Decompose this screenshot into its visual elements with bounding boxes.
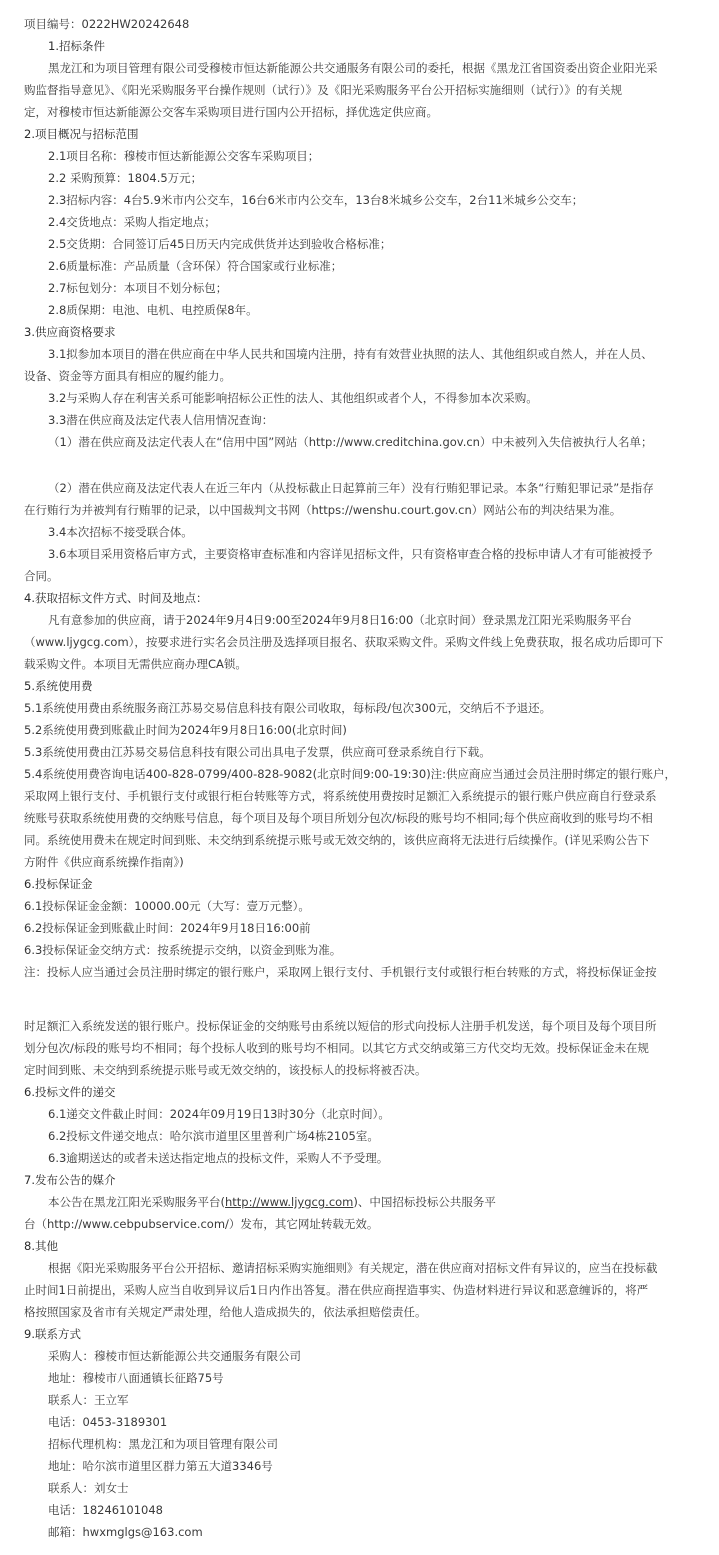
paragraph-line: 格按照国家及省市有关规定严肃处理，给他人造成损失的，依法承担赔偿责任。 xyxy=(24,1305,427,1319)
section-heading: 6.投标保证金 xyxy=(24,877,93,891)
contact-line: 联系人：刘女士 xyxy=(48,1481,129,1495)
paragraph-line: 定，对穆棱市恒达新能源公交客车采购项目进行国内公开招标，择优选定供应商。 xyxy=(24,105,438,119)
paragraph-line: 3.2与采购人存在利害关系可能影响招标公正性的法人、其他组织或者个人，不得参加本次采购。 xyxy=(48,391,538,405)
paragraph-line: 黑龙江和为项目管理有限公司受穆棱市恒达新能源公共交通服务有限公司的委托，根据《黑龙江省国资委出资企业阳光采 xyxy=(48,61,658,75)
paragraph-line: 载采购文件。本项目无需供应商办理CA锁。 xyxy=(24,657,247,671)
paragraph-line: 购监督指导意见》、《阳光采购服务平台操作规则（试行）》及《阳光采购服务平台公开招标实施细则（试行）》的有关规 xyxy=(24,83,622,97)
list-item: 6.2投标文件递交地点：哈尔滨市道里区里普利广场4栋2105室。 xyxy=(48,1129,379,1143)
list-item: 2.8质保期：电池、电机、电控质保8年。 xyxy=(48,303,258,317)
contact-line: 电话：18246101048 xyxy=(48,1503,163,1517)
paragraph-line: 划分包次/标段的账号均不相同；每个投标人收到的账号均不相同。以其它方式交纳或第三方代交均无效。投标保证金未在规 xyxy=(24,1041,649,1055)
paragraph-line: 3.1拟参加本项目的潜在供应商在中华人民共和国境内注册，持有有效营业执照的法人、其他组织或自然人，并在人员、 xyxy=(48,347,653,361)
paragraph-line: 3.4本次招标不接受联合体。 xyxy=(48,525,193,539)
section-heading: 6.投标文件的递交 xyxy=(24,1085,116,1099)
list-item: 2.7标包划分：本项目不划分标包； xyxy=(48,281,228,295)
list-item: 2.2 采购预算：1804.5万元； xyxy=(48,171,203,185)
section-heading: 8.其他 xyxy=(24,1239,58,1253)
paragraph-line: 根据《阳光采购服务平台公开招标、邀请招标采购实施细则》有关规定，潜在供应商对招标文件有异议的，应当在投标截 xyxy=(48,1261,658,1275)
contact-line: 地址：哈尔滨市道里区群力第五大道3346号 xyxy=(48,1459,273,1473)
contact-line: 电话：0453-3189301 xyxy=(48,1415,168,1429)
paragraph-line: 采取网上银行支付、手机银行支付或银行柜台转账等方式，将系统使用费按时足额汇入系统提示的银行账户供应商自行登录系 xyxy=(24,789,657,803)
text-segment: )、中国招标投标公共服务平 xyxy=(353,1195,496,1209)
contact-line: 地址：穆棱市八面通镇长征路75号 xyxy=(48,1371,224,1385)
list-item: 2.4交货地点：采购人指定地点； xyxy=(48,215,216,229)
contact-line: 采购人：穆棱市恒达新能源公共交通服务有限公司 xyxy=(48,1349,301,1363)
paragraph-line: 设备、资金等方面具有相应的履约能力。 xyxy=(24,369,231,383)
paragraph-line: 5.2系统使用费到账截止时间为2024年9月8日16:00(北京时间) xyxy=(24,723,347,737)
paragraph-line: （www.ljygcg.com），按要求进行实名会员注册及选择项目报名、获取采购文件。采购文件线上免费获取，报名成功后即可下 xyxy=(24,635,664,649)
paragraph-line: 3.3潜在供应商及法定代表人信用情况查询： xyxy=(48,413,274,427)
contact-line: 招标代理机构：黑龙江和为项目管理有限公司 xyxy=(48,1437,278,1451)
project-number: 项目编号：0222HW20242648 xyxy=(24,17,190,31)
ljygcg-link[interactable]: http://www.ljygcg.com xyxy=(225,1195,354,1209)
contact-email: 邮箱：hwxmglgs@163.com xyxy=(48,1525,203,1539)
list-item: 6.1递交文件截止时间：2024年09月19日13时30分（北京时间）。 xyxy=(48,1107,390,1121)
contact-line: 联系人：王立军 xyxy=(48,1393,129,1407)
paragraph-line: （2）潜在供应商及法定代表人在近三年内（从投标截止日起算前三年）没有行贿犯罪记录。本条“行贿犯罪记录”是指存 xyxy=(48,481,654,495)
section-heading: 7.发布公告的媒介 xyxy=(24,1173,116,1187)
paragraph-line: 台（http://www.cebpubservice.com/）发布，其它网址转载无效。 xyxy=(24,1217,379,1231)
section-heading: 1.招标条件 xyxy=(48,39,105,53)
paragraph-line: 合同。 xyxy=(24,569,59,583)
paragraph-line: 同。系统使用费未在规定时间到账、未交纳到系统提示账号或无效交纳的，该供应商将无法进行后续操作。(详见采购公告下 xyxy=(24,833,650,847)
list-item: 2.1项目名称：穆棱市恒达新能源公交客车采购项目； xyxy=(48,149,320,163)
section-heading: 9.联系方式 xyxy=(24,1327,81,1341)
paragraph-line: 定时间到账、未交纳到系统提示账号或无效交纳的，该投标人的投标将被否决。 xyxy=(24,1063,427,1077)
section-heading: 4.获取招标文件方式、时间及地点： xyxy=(24,591,208,605)
text-segment: 本公告在黑龙江阳光采购服务平台( xyxy=(48,1195,225,1209)
paragraph-line: 时足额汇入系统发送的银行账户。投标保证金的交纳账号由系统以短信的形式向投标人注册手机发送，每个项目及每个项目所 xyxy=(24,1019,657,1033)
paragraph-line: 5.3系统使用费由江苏易交易信息科技有限公司出具电子发票，供应商可登录系统自行下载。 xyxy=(24,745,491,759)
list-item: 2.5交货期：合同签订后45日历天内完成供货并达到验收合格标准； xyxy=(48,237,392,251)
paragraph-line: 5.4系统使用费咨询电话400-828-0799/400-828-9082(北京时间9:00-19:30)注:供应商应当通过会员注册时绑定的银行账户， xyxy=(24,767,677,781)
paragraph-line: 凡有意参加的供应商，请于2024年9月4日9:00至2024年9月8日16:00（北京时间）登录黑龙江阳光采购服务平台 xyxy=(48,613,632,627)
paragraph-line: 6.3投标保证金交纳方式：按系统提示交纳，以资金到账为准。 xyxy=(24,943,342,957)
paragraph-line: 注：投标人应当通过会员注册时绑定的银行账户，采取网上银行支付、手机银行支付或银行柜台转账的方式，将投标保证金按 xyxy=(24,965,657,979)
paragraph-line: 6.1投标保证金金额：10000.00元（大写：壹万元整）。 xyxy=(24,899,310,913)
section-heading: 3.供应商资格要求 xyxy=(24,325,116,339)
paragraph-line xyxy=(48,1192,691,1212)
paragraph-line: 3.6本项目采用资格后审方式，主要资格审查标准和内容详见招标文件，只有资格审查合格的投标申请人才有可能被授予 xyxy=(48,547,653,561)
section-heading: 5.系统使用费 xyxy=(24,679,93,693)
section-heading: 2.项目概况与招标范围 xyxy=(24,127,139,141)
paragraph-line: 方附件《供应商系统操作指南》) xyxy=(24,855,184,869)
paragraph-line: 6.2投标保证金到账截止时间：2024年9月18日16:00前 xyxy=(24,921,311,935)
list-item: 2.3招标内容：4台5.9米市内公交车，16台6米市内公交车，13台8米城乡公交车，2台11米城乡公交车； xyxy=(48,193,584,207)
paragraph-line: （1）潜在供应商及法定代表人在“信用中国”网站（http://www.creditchina.gov.cn）中未被列入失信被执行人名单； xyxy=(48,435,653,449)
paragraph-line: 在行贿行为并被判有行贿罪的记录，以中国裁判文书网（https://wenshu.court.gov.cn）网站公布的判决结果为准。 xyxy=(24,503,622,517)
list-item: 2.6质量标准：产品质量（含环保）符合国家或行业标准； xyxy=(48,259,343,273)
paragraph-line: 统账号获取系统使用费的交纳账号信息，每个项目及每个项目所划分包次/标段的账号均不相同;每个供应商收到的账号均不相 xyxy=(24,811,653,825)
list-item: 6.3逾期送达的或者未送达指定地点的投标文件，采购人不予受理。 xyxy=(48,1151,389,1165)
paragraph-line: 5.1系统使用费由系统服务商江苏易交易信息科技有限公司收取，每标段/包次300元，交纳后不予退还。 xyxy=(24,701,552,715)
paragraph-line: 止时间1日前提出，采购人应当自收到异议后1日内作出答复。潜在供应商捏造事实、伪造材料进行异议和恶意缠诉的，将严 xyxy=(24,1283,649,1297)
